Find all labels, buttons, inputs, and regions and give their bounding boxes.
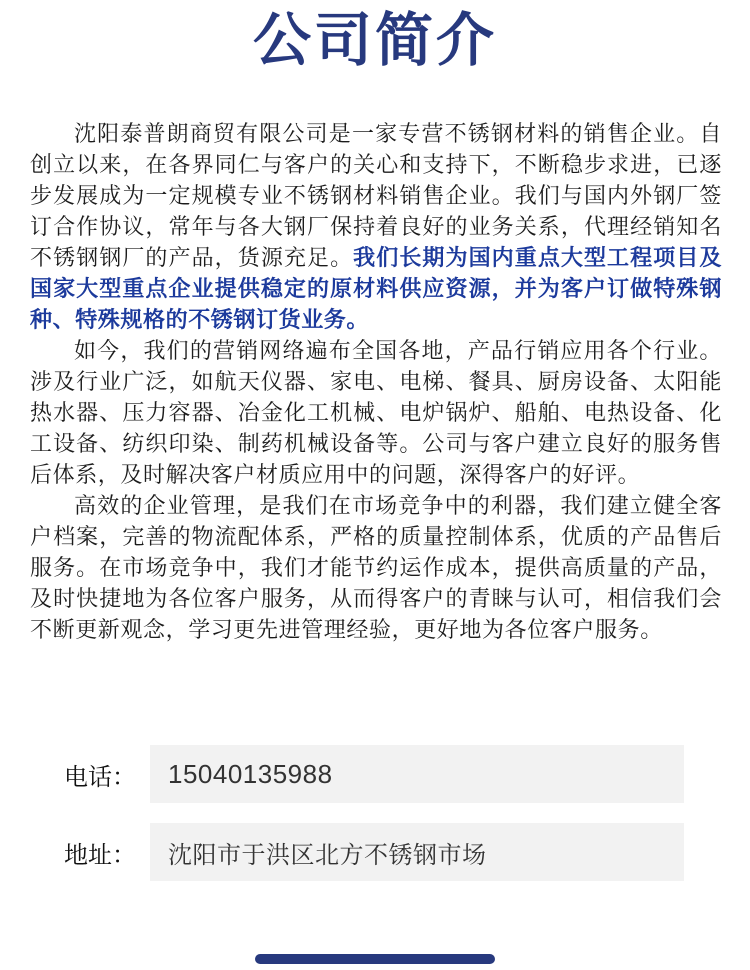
paragraph-company-overview [30,118,722,335]
phone-value-field [150,745,684,803]
page-title: 公司简介 [252,8,497,73]
contact-section [0,745,750,881]
paragraph-overview-highlight: 我们长期为国内重点大型工程项目及国家大型重点企业提供稳定的原材料供应资源，并为客户订做特殊钢种、特殊规格的不锈钢订货业务。 [30,245,722,332]
phone-label: 电话： [64,763,136,791]
home-indicator-bar [255,954,495,964]
address-label: 地址： [64,841,136,869]
paragraph-management: 高效的企业管理，是我们在市场竞争中的利器，我们建立健全客户档案，完善的物流配体系，严格的质量控制体系，优质的产品售后服务。在市场竞争中，我们才能节约运作成本，提供高质量的产品，及时快捷地为各位客户服务，从而得客户的青睐与认可，相信我们会不断更新观念，学习更先进管理经验，更好地为各位客户服务。 [30,493,722,642]
phone-number: 15040135988 [168,758,333,789]
phone-row [64,745,750,803]
paragraph-industries: 如今，我们的营销网络遍布全国各地，产品行销应用各个行业。涉及行业广泛，如航天仪器、家电、电梯、餐具、厨房设备、太阳能热水器、压力容器、冶金化工机械、电炉锅炉、船舶、电热设备、化工设备、纺织印染、制药机械设备等。公司与客户建立良好的服务售后体系，及时解决客户材质应用中的问题，深得客户的好评。 [30,338,722,487]
address-row [64,823,750,881]
company-description [30,118,722,645]
address-text: 沈阳市于洪区北方不锈钢市场 [168,841,487,869]
paragraph-overview-text: 沈阳泰普朗商贸有限公司是一家专营不锈钢材料的销售企业。自创立以来，在各界同仁与客户的关心和支持下，不断稳步求进，已逐步发展成为一定规模专业不锈钢材料销售企业。我们与国内外钢厂签订合作协议，常年与各大钢厂保持着良好的业务关系，代理经销知名不锈钢钢厂的产品，货源充足。 [30,121,722,270]
address-value-field [150,823,684,881]
